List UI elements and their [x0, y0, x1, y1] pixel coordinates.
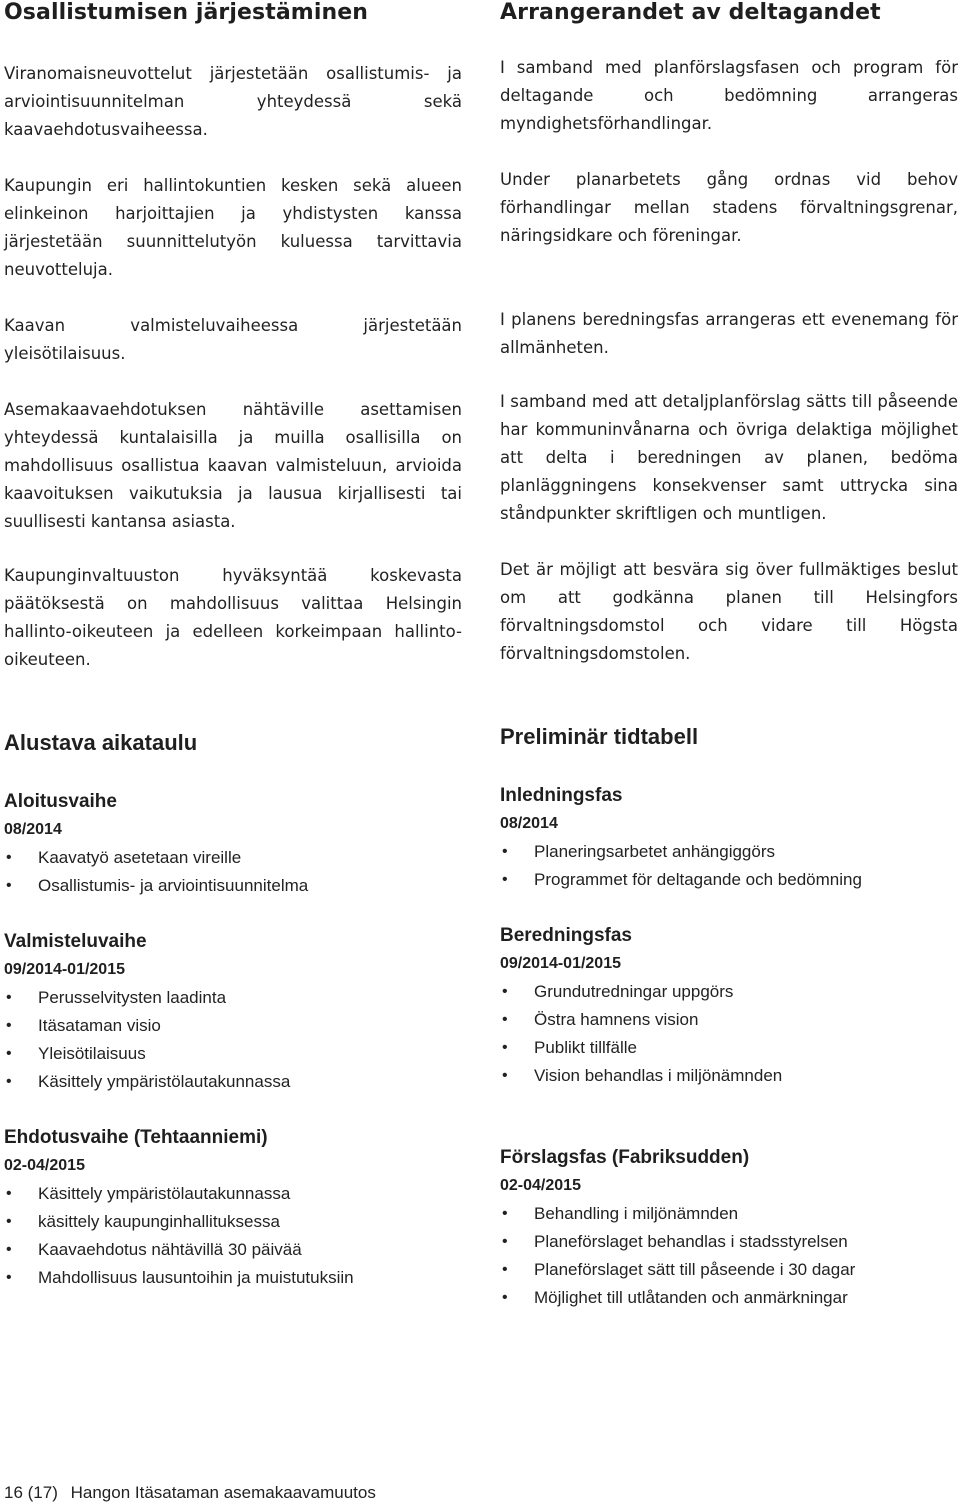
phase-date: 02-04/2015 — [4, 1157, 85, 1174]
left-paragraph: Kaavan valmisteluvaiheessa järjestetään yleisötilaisuus. — [4, 316, 462, 363]
bullet-item: • Planeförslaget sätt till påseende i 30 dagar — [500, 1256, 958, 1284]
bullet-item: • Planeringsarbetet anhängiggörs — [500, 838, 958, 866]
phase-date: 09/2014-01/2015 — [500, 955, 621, 972]
phase-block — [4, 928, 462, 1096]
bullet-item: • Käsittely ympäristölautakunnassa — [4, 1068, 462, 1096]
phase-title: Valmisteluvaihe — [4, 931, 147, 952]
bullet-item: • Mahdollisuus lausuntoihin ja muistutuksiin — [4, 1264, 462, 1292]
phase-bullet-list — [500, 978, 958, 1090]
phase-block — [4, 1124, 462, 1292]
right-paragraph: Det är möjligt att besvära sig över fullmäktiges beslut om att godkänna planen till Helsingfors förvaltningsdomstol och vidare till Högsta förvaltningsdomstolen. — [500, 560, 958, 663]
phase-block — [500, 782, 958, 894]
bullet-item: • käsittely kaupunginhallituksessa — [4, 1208, 462, 1236]
phase-title: Ehdotusvaihe (Tehtaanniemi) — [4, 1127, 268, 1148]
bullet-item: • Osallistumis- ja arviointisuunnitelma — [4, 872, 462, 900]
phase-date: 02-04/2015 — [500, 1177, 581, 1194]
right-paragraph: Under planarbetets gång ordnas vid behov förhandlingar mellan stadens förvaltningsgrenar, näringsidkare och föreningar. — [500, 170, 958, 245]
bullet-item: • Programmet för deltagande och bedömning — [500, 866, 958, 894]
phase-bullet-list — [4, 984, 462, 1096]
phase-date: 08/2014 — [500, 815, 558, 832]
phase-bullet-list — [500, 1200, 958, 1312]
left-section-heading: Osallistumisen järjestäminen — [4, 0, 369, 25]
page-number: 16 (17) — [4, 1483, 58, 1502]
phase-date: 08/2014 — [4, 821, 62, 838]
bullet-item: • Östra hamnens vision — [500, 1006, 958, 1034]
phase-title: Förslagsfas (Fabriksudden) — [500, 1147, 750, 1168]
bullet-item: • Grundutredningar uppgörs — [500, 978, 958, 1006]
bullet-item: • Itäsataman visio — [4, 1012, 462, 1040]
phase-date: 09/2014-01/2015 — [4, 961, 125, 978]
bullet-item: • Planeförslaget behandlas i stadsstyrelsen — [500, 1228, 958, 1256]
right-section-heading: Arrangerandet av deltagandet — [500, 0, 881, 25]
page-footer — [4, 1483, 376, 1503]
bullet-item: • Käsittely ympäristölautakunnassa — [4, 1180, 462, 1208]
phase-title: Beredningsfas — [500, 925, 632, 946]
document-title: Hangon Itäsataman asemakaavamuutos — [70, 1483, 376, 1502]
bullet-item: • Yleisötilaisuus — [4, 1040, 462, 1068]
bullet-item: • Kaavatyö asetetaan vireille — [4, 844, 462, 872]
phase-title: Inledningsfas — [500, 785, 623, 806]
phase-block — [500, 922, 958, 1090]
bullet-item: • Möjlighet till utlåtanden och anmärkningar — [500, 1284, 958, 1312]
bullet-item: • Kaavaehdotus nähtävillä 30 päivää — [4, 1236, 462, 1264]
right-paragraph: I planens beredningsfas arrangeras ett evenemang för allmänheten. — [500, 310, 958, 357]
bullet-item: • Vision behandlas i miljönämnden — [500, 1062, 958, 1090]
right-paragraph: I samband med planförslagsfasen och program för deltagande och bedömning arrangeras myndighetsförhandlingar. — [500, 58, 958, 133]
phase-block — [500, 1144, 958, 1312]
right-schedule-title: Preliminär tidtabell — [500, 724, 699, 749]
left-paragraph: Kaupungin eri hallintokuntien kesken sekä alueen elinkeinon harjoittajien ja yhdistysten kanssa järjestetään suunnittelutyön kuluessa tarvittavia neuvotteluja. — [4, 176, 462, 279]
phase-bullet-list — [500, 838, 958, 894]
left-paragraph: Kaupunginvaltuuston hyväksyntää koskevasta päätöksestä on mahdollisuus valittaa Helsingin hallinto-oikeuteen ja edelleen korkeimpaan hallinto-oikeuteen. — [4, 566, 462, 669]
bullet-item: • Publikt tillfälle — [500, 1034, 958, 1062]
phase-title: Aloitusvaihe — [4, 791, 117, 812]
left-schedule-title: Alustava aikataulu — [4, 730, 198, 755]
phase-bullet-list — [4, 1180, 462, 1292]
phase-block — [4, 788, 462, 900]
phase-bullet-list — [4, 844, 462, 900]
right-paragraph: I samband med att detaljplanförslag sätts till påseende har kommuninvånarna och övriga delaktiga möjlighet att delta i beredningen av planen, bedöma planläggningens konsekvenser samt uttrycka sina ståndpunkter skriftligen och muntligen. — [500, 392, 958, 523]
bullet-item: • Behandling i miljönämnden — [500, 1200, 958, 1228]
left-paragraph: Viranomaisneuvottelut järjestetään osallistumis- ja arviointisuunnitelman yhteydessä sekä kaavaehdotusvaiheessa. — [4, 64, 462, 139]
left-paragraph: Asemakaavaehdotuksen nähtäville asettamisen yhteydessä kuntalaisilla ja muilla osallisilla on mahdollisuus osallistua kaavan valmisteluun, arvioida kaavoituksen vaikutuksia ja lausua kirjallisesti tai suullisesti kantansa asiasta. — [4, 400, 462, 531]
bullet-item: • Perusselvitysten laadinta — [4, 984, 462, 1012]
